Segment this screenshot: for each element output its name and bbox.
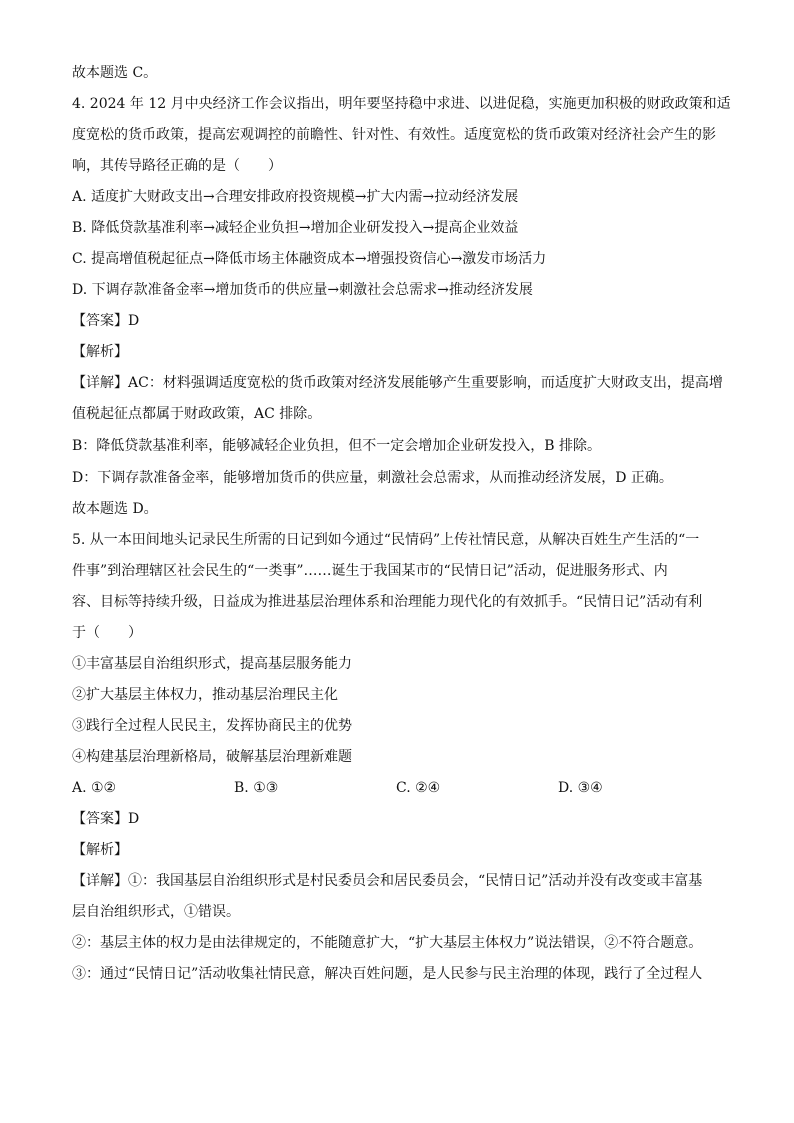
previous-conclusion: 故本题选 C。 (72, 65, 158, 81)
question-5-detail-line-1: 【详解】①：我国基层自治组织形式是村民委员会和居民委员会，“民情日记”活动并没有改变或丰富基 (72, 873, 703, 889)
question-5-note-2: ②：基层主体的权力是由法律规定的，不能随意扩大，“扩大基层主体权力”说法错误，②不符合题意。 (72, 935, 703, 951)
question-4-analysis-heading: 【解析】 (72, 344, 128, 360)
question-4-conclusion: 故本题选 D。 (72, 501, 158, 517)
question-5-option-a: A. ①② (72, 780, 117, 796)
question-4-detail-line-1: 【详解】AC：材料强调适度宽松的货币政策对经济发展能够产生重要影响，而适度扩大财政支出，提高增 (72, 375, 723, 391)
question-4-note-d: D：下调存款准备金率，能够增加货币的供应量，刺激社会总需求，从而推动经济发展，D 正确。 (72, 470, 673, 486)
question-5-note-3: ③：通过“民情日记”活动收集社情民意，解决百姓问题，是人民参与民主治理的体现，践行了全过程人 (72, 966, 703, 982)
question-5-stem-line-2: 件事”到治理辖区社会民生的“一类事”……诞生于我国某市的“民情日记”活动，促进服务形式、内 (72, 563, 668, 579)
question-5-option-b: B. ①③ (234, 780, 279, 796)
question-4 (72, 93, 731, 520)
question-5 (72, 529, 722, 985)
question-4-stem-line-3: 响，其传导路径正确的是（ ） (72, 158, 282, 174)
question-5-statement-1: ①丰富基层自治组织形式，提高基层服务能力 (72, 656, 352, 672)
question-4-stem-line-2: 度宽松的货币政策，提高宏观调控的前瞻性、针对性、有效性。适度宽松的货币政策对经济社会产生的影 (72, 127, 716, 143)
question-4-option-a: A. 适度扩大财政支出→合理安排政府投资规模→扩大内需→拉动经济发展 (72, 189, 519, 205)
question-5-analysis-heading: 【解析】 (72, 842, 128, 858)
question-5-answer: 【答案】D (72, 811, 140, 827)
question-5-option-c: C. ②④ (396, 780, 441, 796)
question-5-statement-4: ④构建基层治理新格局，破解基层治理新难题 (72, 749, 352, 765)
document-page (72, 62, 731, 985)
question-4-option-b: B. 降低贷款基准利率→减轻企业负担→增加企业研发投入→提高企业效益 (72, 220, 519, 236)
question-5-detail-line-2: 层自治组织形式，①错误。 (72, 904, 240, 920)
question-4-detail-line-2: 值税起征点都属于财政政策，AC 排除。 (72, 406, 322, 422)
question-4-answer: 【答案】D (72, 313, 140, 329)
question-5-statement-3: ③践行全过程人民民主，发挥协商民主的优势 (72, 718, 352, 734)
question-4-option-d: D. 下调存款准备金率→增加货币的供应量→刺激社会总需求→推动经济发展 (72, 282, 533, 298)
question-5-stem-line-4: 于（ ） (72, 625, 142, 641)
question-4-note-b: B：降低贷款基准利率，能够减轻企业负担，但不一定会增加企业研发投入，B 排除。 (72, 438, 602, 454)
question-5-stem-line-3: 容、目标等持续升级，日益成为推进基层治理体系和治理能力现代化的有效抓手。“民情日记”活动有利 (72, 594, 703, 610)
question-5-statement-2: ②扩大基层主体权力，推动基层治理民主化 (72, 687, 338, 703)
question-5-stem-line-1: 5. 从一本田间地头记录民生所需的日记到如今通过“民情码”上传社情民意，从解决百姓生产生活的“一 (72, 532, 700, 548)
question-4-option-c: C. 提高增值税起征点→降低市场主体融资成本→增强投资信心→激发市场活力 (72, 251, 547, 267)
question-5-options (72, 777, 722, 799)
question-5-option-d: D. ③④ (558, 780, 603, 796)
question-4-stem-line-1: 4. 2024 年 12 月中央经济工作会议指出，明年要坚持稳中求进、以进促稳，实施更加积极的财政政策和适 (72, 96, 731, 112)
